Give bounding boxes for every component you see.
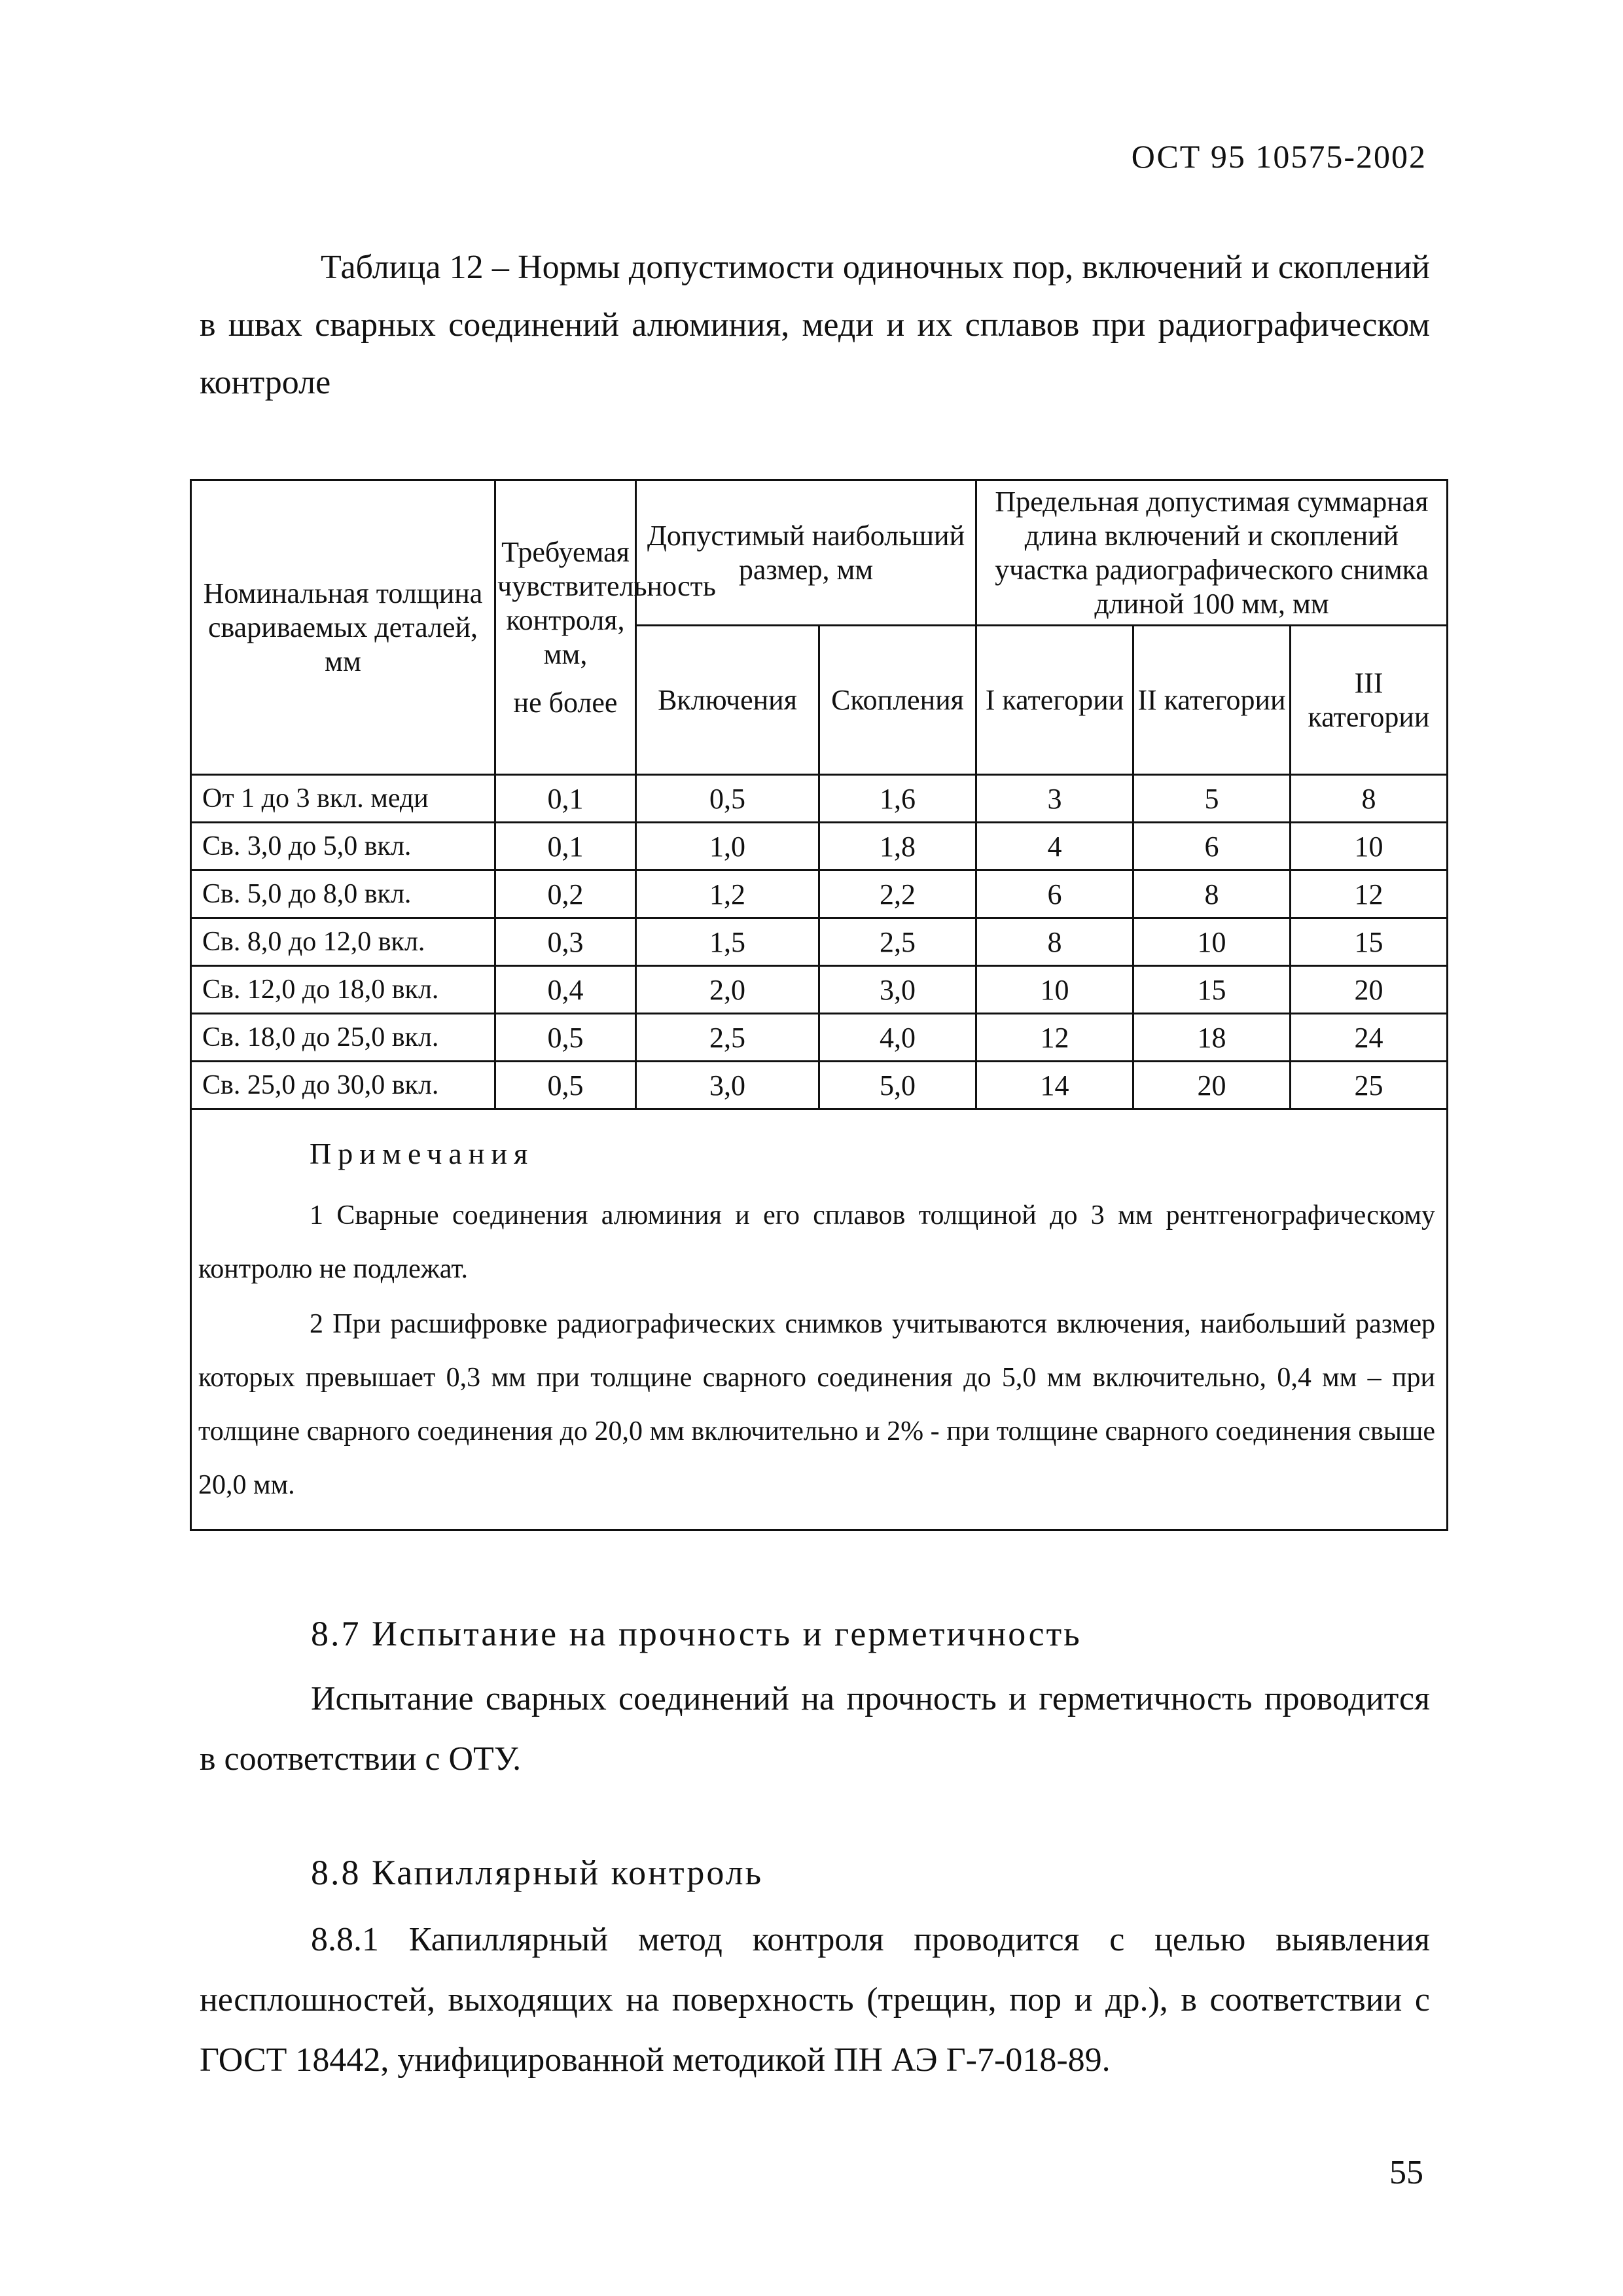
cell-thickness: Св. 3,0 до 5,0 вкл. — [191, 823, 495, 870]
table-caption: Таблица 12 – Нормы допустимости одиночных пор, включений и скоплений в швах сварных соединений алюминия, меди и их сплавов при радиографическом контроле — [200, 249, 1430, 401]
cell-inclusions: 2,5 — [636, 1014, 819, 1062]
cell-inclusions: 0,5 — [636, 775, 819, 823]
cell-thickness: От 1 до 3 вкл. меди — [191, 775, 495, 823]
cell-cat3: 8 — [1291, 775, 1448, 823]
cell-thickness: Св. 12,0 до 18,0 вкл. — [191, 966, 495, 1014]
table-row — [191, 1014, 1448, 1062]
header-clusters: Скопления — [819, 626, 976, 775]
cell-cat2: 15 — [1133, 966, 1291, 1014]
cell-clusters: 5,0 — [819, 1062, 976, 1109]
cell-cat2: 20 — [1133, 1062, 1291, 1109]
header-cat2: II категории — [1133, 626, 1291, 775]
cell-clusters: 1,6 — [819, 775, 976, 823]
cell-cat1: 14 — [976, 1062, 1133, 1109]
table-row — [191, 1062, 1448, 1109]
section-8-7-text: Испытание сварных соединений на прочность и герметичность проводится в соответствии с ОТУ. — [200, 1680, 1430, 1778]
cell-cat2: 6 — [1133, 823, 1291, 870]
cell-cat3: 15 — [1291, 918, 1448, 966]
cell-inclusions: 1,5 — [636, 918, 819, 966]
cell-inclusions: 3,0 — [636, 1062, 819, 1109]
section-8-8-1-text: 8.8.1 Капиллярный метод контроля проводится с целью выявления несплошностей, выходящих на поверхность (трещин, пор и др.), в соответствии с ГОСТ 18442, унифицированной методикой ПН АЭ Г-7-018-89. — [200, 1921, 1430, 2079]
notes-title: Примечания — [310, 1137, 535, 1170]
table-row — [191, 823, 1448, 870]
cell-sensitivity: 0,1 — [495, 823, 636, 870]
cell-thickness: Св. 5,0 до 8,0 вкл. — [191, 870, 495, 918]
header-sensitivity-note: не более — [513, 686, 618, 719]
header-inclusions: Включения — [636, 626, 819, 775]
cell-sensitivity: 0,3 — [495, 918, 636, 966]
header-cat3: III категории — [1291, 626, 1448, 775]
cell-sensitivity: 0,5 — [495, 1014, 636, 1062]
section-8-7-title: 8.7 Испытание на прочность и герметичность — [311, 1614, 1082, 1653]
cell-cat2: 10 — [1133, 918, 1291, 966]
norms-table-container — [190, 479, 1446, 1531]
cell-clusters: 2,2 — [819, 870, 976, 918]
cell-cat2: 8 — [1133, 870, 1291, 918]
note-1: 1 Сварные соединения алюминия и его сплавов толщиной до 3 мм рентгенографическому контролю не подлежат. — [198, 1200, 1435, 1284]
notes-cell — [191, 1109, 1448, 1530]
cell-inclusions: 1,2 — [636, 870, 819, 918]
cell-clusters: 1,8 — [819, 823, 976, 870]
cell-sensitivity: 0,1 — [495, 775, 636, 823]
cell-thickness: Св. 8,0 до 12,0 вкл. — [191, 918, 495, 966]
cell-cat1: 12 — [976, 1014, 1133, 1062]
cell-cat1: 10 — [976, 966, 1133, 1014]
norms-table — [190, 479, 1448, 1531]
table-row — [191, 870, 1448, 918]
header-sensitivity — [495, 480, 716, 775]
cell-cat2: 18 — [1133, 1014, 1291, 1062]
cell-cat1: 3 — [976, 775, 1133, 823]
cell-sensitivity: 0,5 — [495, 1062, 636, 1109]
header-cat1: I категории — [976, 626, 1133, 775]
cell-cat2: 5 — [1133, 775, 1291, 823]
cell-clusters: 4,0 — [819, 1014, 976, 1062]
header-total-length: Предельная допустимая суммарная длина включений и скоплений участка радиографического снимка длиной 100 мм, мм — [976, 480, 1448, 626]
cell-cat3: 12 — [1291, 870, 1448, 918]
cell-cat1: 6 — [976, 870, 1133, 918]
header-thickness: Номинальная толщина свариваемых деталей, мм — [191, 480, 495, 775]
table-row — [191, 918, 1448, 966]
cell-thickness: Св. 25,0 до 30,0 вкл. — [191, 1062, 495, 1109]
table-row — [191, 775, 1448, 823]
header-max-size: Допустимый наибольший размер, мм — [636, 480, 976, 626]
cell-cat1: 8 — [976, 918, 1133, 966]
cell-inclusions: 2,0 — [636, 966, 819, 1014]
document-code: ОСТ 95 10575-2002 — [1131, 138, 1427, 175]
cell-sensitivity: 0,2 — [495, 870, 636, 918]
cell-cat3: 24 — [1291, 1014, 1448, 1062]
page-number: 55 — [1389, 2154, 1423, 2191]
cell-clusters: 3,0 — [819, 966, 976, 1014]
note-2: 2 При расшифровке радиографических снимков учитываются включения, наибольший размер которых превышает 0,3 мм при толщине сварного соединения до 5,0 мм включительно, 0,4 мм – при толщине сварного соединения до 20,0 мм включительно и 2% - при толщине сварного соединения свыше 20,0 мм. — [198, 1309, 1435, 1500]
notes-block — [192, 1110, 1446, 1529]
cell-cat1: 4 — [976, 823, 1133, 870]
cell-thickness: Св. 18,0 до 25,0 вкл. — [191, 1014, 495, 1062]
cell-cat3: 25 — [1291, 1062, 1448, 1109]
cell-sensitivity: 0,4 — [495, 966, 636, 1014]
cell-cat3: 20 — [1291, 966, 1448, 1014]
cell-clusters: 2,5 — [819, 918, 976, 966]
header-sensitivity-label: Требуемая чувствительность контроля, мм, — [497, 535, 716, 670]
cell-cat3: 10 — [1291, 823, 1448, 870]
section-8-8-title: 8.8 Капиллярный контроль — [311, 1853, 764, 1892]
cell-inclusions: 1,0 — [636, 823, 819, 870]
table-row — [191, 966, 1448, 1014]
